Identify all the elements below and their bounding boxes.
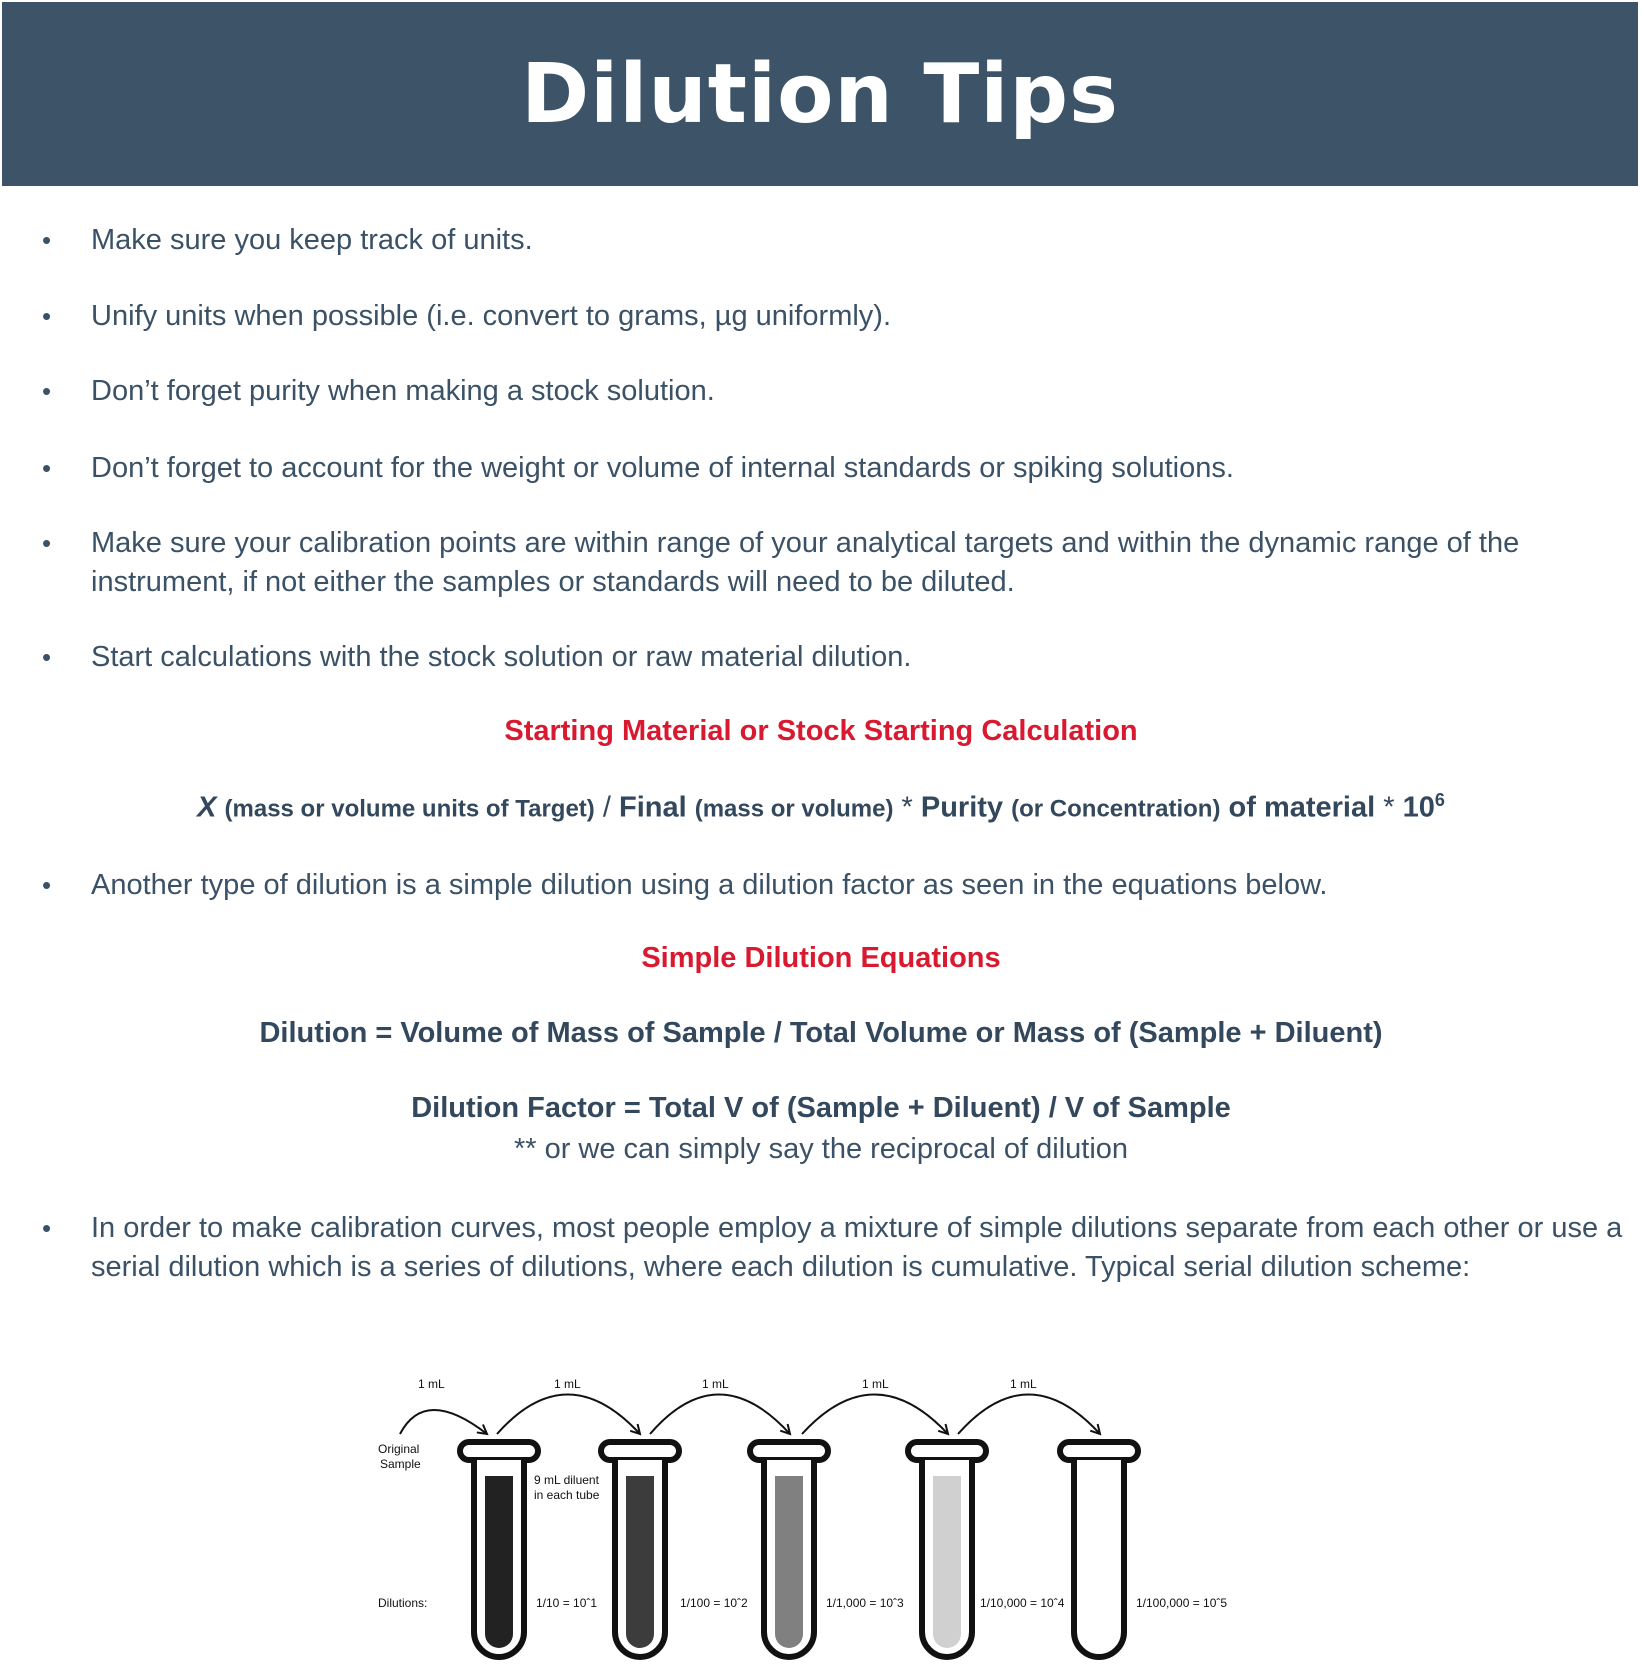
formula-slash: /	[602, 791, 611, 824]
transfer-label: 1 mL	[862, 1377, 889, 1391]
bullet-text: In order to make calibration curves, most people employ a mixture of simple dilutions separate from each other or use a serial dilution which is a series of dilutions, where each dilution is cumulative. Typical serial dilution scheme:	[91, 1212, 1623, 1283]
bullet-icon: •	[42, 528, 52, 558]
original-sample-label: Original	[378, 1442, 420, 1456]
transfer-label: 1 mL	[1010, 1377, 1037, 1391]
tube-liquid	[775, 1476, 803, 1648]
bullet-text: Unify units when possible (i.e. convert to grams, µg uniformly).	[91, 300, 892, 332]
formula-purity: Purity	[920, 791, 1004, 824]
bullet-icon: •	[42, 1213, 52, 1243]
dilution-equation: Dilution = Volume of Mass of Sample / Total Volume or Mass of (Sample + Diluent)	[259, 1017, 1383, 1049]
diluent-label: in each tube	[534, 1488, 600, 1502]
formula-x-units: (mass or volume units of Target)	[224, 795, 595, 823]
dilution-value: 1/10 = 10ˆ1	[536, 1596, 598, 1610]
formula-of-material: of material	[1228, 791, 1376, 824]
bullet-icon: •	[42, 376, 52, 406]
bullet-text: Make sure you keep track of units.	[91, 224, 533, 256]
bullet-icon: •	[42, 642, 52, 672]
page-title: Dilution Tips	[521, 46, 1119, 142]
title-banner	[2, 2, 1638, 186]
test-tube	[601, 1442, 679, 1657]
dilution-value: 1/1,000 = 10ˆ3	[826, 1596, 904, 1610]
bullet-icon: •	[42, 870, 52, 900]
formula-purity-units: (or Concentration)	[1011, 795, 1221, 823]
transfer-arrow	[958, 1395, 1100, 1435]
formula-power-base: 10	[1402, 791, 1435, 824]
transfer-arrow	[400, 1410, 487, 1434]
serial-dilution-diagram	[0, 1360, 1642, 1678]
bullet-icon: •	[42, 301, 52, 331]
stock-calculation-heading: Starting Material or Stock Starting Calculation	[504, 715, 1138, 747]
transfer-label: 1 mL	[554, 1377, 581, 1391]
reciprocal-note: ** or we can simply say the reciprocal of dilution	[513, 1133, 1129, 1165]
bullet-text: Don’t forget to account for the weight or volume of internal standards or spiking solutions.	[91, 452, 1234, 484]
formula-power-exponent: 6	[1434, 790, 1445, 810]
transfer-label: 1 mL	[702, 1377, 729, 1391]
bullet-text: Start calculations with the stock solution or raw material dilution.	[91, 641, 912, 673]
test-tube	[1060, 1442, 1138, 1657]
test-tube	[750, 1442, 828, 1657]
bullet-text: Another type of dilution is a simple dilution using a dilution factor as seen in the equations below.	[91, 869, 1328, 901]
tube-liquid	[626, 1476, 654, 1648]
bullet-icon: •	[42, 453, 52, 483]
test-tube	[460, 1442, 538, 1657]
formula-final-units: (mass or volume)	[694, 795, 894, 823]
original-sample-label: Sample	[380, 1457, 421, 1471]
dilution-value: 1/100 = 10ˆ2	[680, 1596, 748, 1610]
transfer-arrow	[650, 1395, 790, 1435]
transfer-label: 1 mL	[418, 1377, 445, 1391]
tube-liquid	[1085, 1476, 1113, 1648]
dilution-value: 1/100,000 = 10ˆ5	[1136, 1596, 1228, 1610]
tube-liquid	[933, 1476, 961, 1648]
stock-formula	[0, 790, 1642, 825]
transfer-arrow	[497, 1395, 640, 1435]
dilution-factor-equation: Dilution Factor = Total V of (Sample + Diluent) / V of Sample	[411, 1092, 1231, 1124]
tube-liquid	[485, 1476, 513, 1648]
bullet-text: Don’t forget purity when making a stock solution.	[91, 375, 715, 407]
dilutions-label: Dilutions:	[378, 1596, 428, 1610]
test-tube	[908, 1442, 986, 1657]
formula-times: *	[1383, 791, 1395, 824]
formula-times: *	[901, 791, 913, 824]
bullet-text: Make sure your calibration points are within range of your analytical targets and within the dynamic range of the instrument, if not either the samples or standards will need to be diluted.	[91, 527, 1520, 598]
transfer-arrow	[802, 1395, 948, 1435]
dilution-value: 1/10,000 = 10ˆ4	[980, 1596, 1065, 1610]
simple-dilution-heading: Simple Dilution Equations	[641, 942, 1001, 974]
bullet-icon: •	[42, 225, 52, 255]
diluent-label: 9 mL diluent	[534, 1473, 599, 1487]
formula-x: X	[197, 791, 217, 824]
formula-final: Final	[618, 791, 687, 824]
